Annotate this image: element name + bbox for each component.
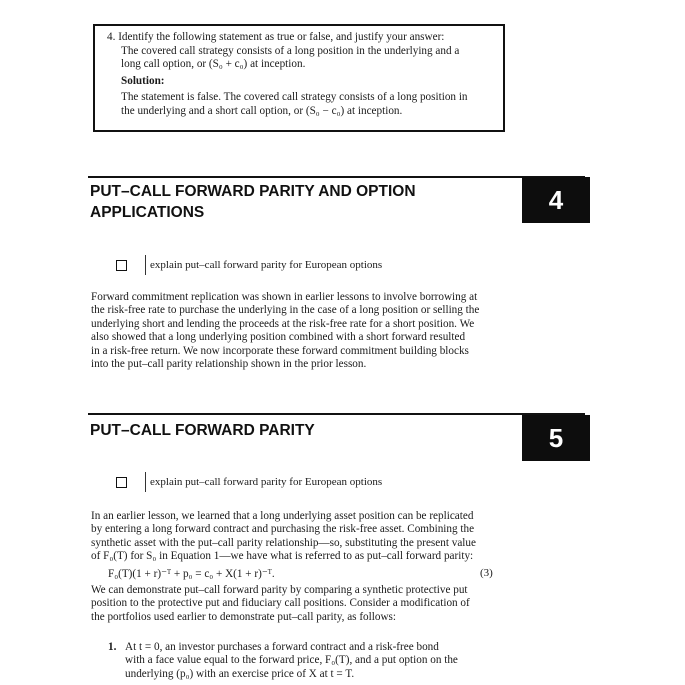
checkbox-icon[interactable] — [116, 260, 127, 271]
section-title-line: PUT–CALL FORWARD PARITY AND OPTION — [90, 183, 416, 200]
list-item — [125, 641, 505, 681]
equation-number: (3) — [480, 567, 493, 579]
section-rule — [88, 176, 585, 178]
section-title-line: APPLICATIONS — [90, 204, 205, 221]
paragraph-line: Forward commitment replication was shown in earlier lessons to involve borrowing at — [91, 291, 478, 303]
question-box — [93, 24, 505, 132]
section-paragraph — [91, 291, 511, 371]
divider — [145, 255, 146, 275]
question-line: The covered call strategy consists of a long position in the underlying and a — [121, 44, 460, 57]
section-rule — [88, 413, 585, 415]
solution-line: the underlying and a short call option, or (S₀ − c₀) at inception. — [121, 104, 403, 117]
paragraph-line: by entering a long forward contract and purchasing the risk-free asset. Combining the — [91, 523, 475, 536]
solution-label: Solution: — [121, 74, 165, 87]
list-item-line: At t = 0, an investor purchases a forward contract and a risk-free bond — [125, 641, 439, 653]
divider — [145, 472, 146, 492]
section-title: PUT–CALL FORWARD PARITY — [90, 422, 315, 439]
paragraph-line: in a risk-free return. We now incorporate these forward commitment building blocks — [91, 344, 469, 357]
list-number: 1. — [108, 641, 117, 653]
learning-outcome — [116, 255, 382, 275]
paragraph-line: of F₀(T) for S₀ in Equation 1—we have what is referred to as put–call forward parity: — [91, 550, 474, 563]
paragraph-line: position to the protective put and fiduciary call positions. Consider a modification of — [91, 597, 470, 610]
learning-outcome — [116, 472, 382, 492]
paragraph-line: underlying short and lending the proceeds at the risk-free rate for a short position. We — [91, 317, 475, 330]
paragraph-line: also showed that a long underlying position combined with a short forward resulted — [91, 331, 466, 344]
equation: F₀(T)(1 + r)⁻ᵀ + p₀ = c₀ + X(1 + r)⁻ᵀ. — [108, 568, 275, 580]
section-title — [90, 181, 416, 223]
question-line: 4. Identify the following statement as true or false, and justify your answer: — [107, 31, 445, 43]
checkbox-icon[interactable] — [116, 477, 127, 488]
paragraph-line: synthetic asset with the put–call parity relationship—so, substituting the present value — [91, 536, 476, 549]
list-item-line: underlying (p₀) with an exercise price of X at t = T. — [125, 667, 355, 680]
list-item-line: with a face value equal to the forward price, F₀(T), and a put option on the — [125, 654, 458, 667]
paragraph-line: the portfolios used earlier to demonstrate put–call parity, as follows: — [91, 610, 396, 623]
section-paragraph — [91, 510, 511, 564]
paragraph-line: the risk-free rate to purchase the underlying in the case of a long position or selling the — [91, 304, 480, 317]
section-number-tab: 4 — [522, 177, 590, 223]
paragraph-line: We can demonstrate put–call forward parity by comparing a synthetic protective put — [91, 584, 468, 596]
solution-line: The statement is false. The covered call strategy consists of a long position in — [121, 91, 468, 104]
section-number-tab: 5 — [522, 415, 590, 461]
question-line: long call option, or (S₀ + c₀) at inception. — [121, 58, 306, 71]
section-paragraph — [91, 584, 511, 624]
learning-outcome-text: explain put–call forward parity for European options — [150, 259, 383, 271]
paragraph-line: into the put–call parity relationship shown in the prior lesson. — [91, 358, 367, 371]
learning-outcome-text: explain put–call forward parity for European options — [150, 476, 383, 488]
paragraph-line: In an earlier lesson, we learned that a long underlying asset position can be replicated — [91, 510, 474, 522]
